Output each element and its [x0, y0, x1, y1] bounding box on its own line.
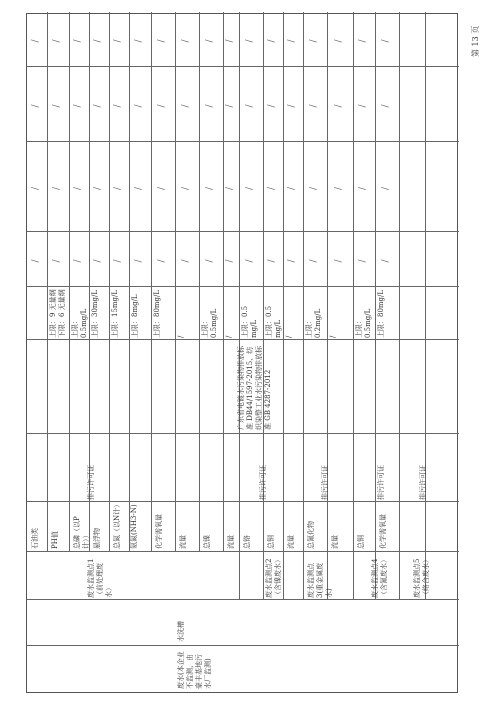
empty-mark: / — [73, 186, 83, 190]
empty-mark: / — [157, 186, 167, 190]
empty-mark: / — [381, 259, 391, 263]
monitoring-point-4: 废水监测点4（含氰废水） — [371, 556, 388, 598]
empty-mark: / — [31, 186, 41, 190]
pollutant-cell: 总铬 — [243, 535, 251, 549]
empty-mark: / — [309, 39, 319, 43]
grid-row-line — [129, 12, 130, 552]
empty-mark: / — [225, 39, 235, 43]
empty-mark: / — [245, 186, 255, 190]
empty-mark: / — [358, 186, 368, 190]
pollutant-cell: 流量 — [331, 535, 339, 549]
empty-mark: / — [31, 259, 41, 263]
empty-mark: / — [287, 104, 297, 108]
empty-mark: / — [245, 259, 255, 263]
empty-mark: / — [157, 259, 167, 263]
empty-mark: / — [113, 259, 123, 263]
pollutant-cell: 总氰化物 — [307, 521, 315, 549]
limit-cell: / — [329, 335, 337, 338]
empty-mark: / — [334, 39, 344, 43]
monitoring-point-1: 废水监测点1（前处理废水） — [87, 558, 113, 598]
pollutant-cell: 总铜 — [357, 535, 365, 549]
grid-column-line — [27, 433, 459, 434]
empty-mark: / — [309, 259, 319, 263]
empty-mark: / — [52, 259, 62, 263]
empty-mark: / — [93, 186, 103, 190]
empty-mark: / — [267, 186, 277, 190]
empty-mark: / — [181, 104, 191, 108]
empty-mark: / — [73, 39, 83, 43]
empty-mark: / — [93, 259, 103, 263]
empty-mark: / — [381, 39, 391, 43]
empty-mark: / — [381, 186, 391, 190]
limit-cell: / — [285, 335, 293, 338]
pollutant-cell: 氨氮(NH3-N) — [130, 504, 138, 549]
page-number: 第 13 页 — [471, 25, 480, 57]
empty-mark: / — [358, 104, 368, 108]
monitoring-point-2: 废水监测点2（含镍废水） — [265, 556, 282, 598]
empty-mark: / — [31, 39, 41, 43]
grid-row-line — [69, 12, 70, 552]
wastewater-source-cell: 废水(本企业不监测，由豪丰基地污水厂监测) — [177, 651, 212, 689]
pollutant-cell: 总磷（以P计）） — [73, 516, 90, 549]
limit-cell: 上限：30mg/L — [91, 289, 99, 338]
basis-cell-4: 排污许可证 — [377, 465, 385, 500]
limit-cell: 上限：0.5mg/L — [71, 308, 88, 338]
empty-mark: / — [205, 259, 215, 263]
monitoring-point-3: 废水监测点3(重金属废水) — [307, 562, 333, 598]
pollutant-cell: 总镍 — [203, 535, 211, 549]
empty-mark: / — [334, 104, 344, 108]
grid-row-line — [353, 12, 354, 600]
process-cell: 水洗槽 — [177, 621, 185, 642]
empty-mark: / — [113, 104, 123, 108]
empty-mark: / — [225, 104, 235, 108]
empty-mark: / — [52, 186, 62, 190]
limit-cell: 上限：0.5mg/L — [355, 308, 372, 338]
empty-mark: / — [52, 39, 62, 43]
grid-row-line — [375, 12, 376, 600]
pollutant-cell: 流量 — [287, 535, 295, 549]
basis-cell-5: 排污许可证 — [419, 465, 427, 500]
limit-cell: 上限：0.2mg/L — [305, 308, 322, 338]
pollutant-cell: 流量 — [179, 535, 187, 549]
pollutant-cell: 化学需氧量 — [379, 514, 387, 549]
grid-column-line — [27, 231, 459, 232]
limit-cell: / — [225, 335, 233, 338]
grid-row-line — [175, 12, 176, 552]
limit-cell: 上限：80mg/L — [153, 289, 161, 338]
empty-mark: / — [73, 259, 83, 263]
grid-row-line — [283, 12, 284, 600]
grid-column-line — [27, 645, 459, 646]
empty-mark: / — [134, 186, 144, 190]
grid-column-line — [27, 599, 459, 600]
empty-mark: / — [381, 104, 391, 108]
grid-row-line — [223, 12, 224, 552]
empty-mark: / — [225, 259, 235, 263]
empty-mark: / — [267, 39, 277, 43]
empty-mark: / — [157, 104, 167, 108]
grid-column-line — [27, 501, 459, 502]
pollutant-cell: 化学需氧量 — [155, 514, 163, 549]
empty-mark: / — [287, 186, 297, 190]
empty-mark: / — [181, 39, 191, 43]
empty-mark: / — [134, 104, 144, 108]
empty-mark: / — [267, 259, 277, 263]
empty-mark: / — [93, 39, 103, 43]
empty-mark: / — [31, 104, 41, 108]
empty-mark: / — [181, 259, 191, 263]
grid-row-line — [47, 12, 48, 552]
pollutant-cell: 石油类 — [31, 528, 39, 549]
grid-row-line — [303, 12, 304, 600]
empty-mark: / — [52, 104, 62, 108]
empty-mark: / — [287, 259, 297, 263]
grid-row-line — [151, 12, 152, 552]
grid-row-line — [327, 12, 328, 600]
limit-cell: 上限：80mg/L — [377, 289, 385, 338]
grid-row-line — [263, 12, 264, 600]
basis-cell-3: 排污许可证 — [321, 465, 329, 500]
empty-mark: / — [181, 186, 191, 190]
empty-mark: / — [134, 259, 144, 263]
pollutant-cell: 悬浮物 — [93, 528, 101, 549]
grid-row-line — [199, 12, 200, 552]
grid-column-line — [27, 141, 459, 142]
empty-mark: / — [205, 186, 215, 190]
empty-mark: / — [134, 39, 144, 43]
grid-column-line — [27, 66, 459, 67]
monitoring-point-5: 废水监测点5（络合废水） — [413, 556, 430, 598]
empty-mark: / — [309, 104, 319, 108]
limit-cell: 上限：9 无量纲 下限：6 无量纲 — [49, 289, 66, 338]
empty-mark: / — [245, 39, 255, 43]
basis-cell-1: 排污许可证 — [87, 465, 95, 500]
limit-cell: 上限：0.5mg/L — [201, 308, 218, 338]
grid-column-line — [27, 551, 459, 552]
empty-mark: / — [205, 39, 215, 43]
empty-mark: / — [267, 104, 277, 108]
pollutant-cell: 流量 — [227, 535, 235, 549]
empty-mark: / — [205, 104, 215, 108]
empty-mark: / — [358, 39, 368, 43]
empty-mark: / — [73, 104, 83, 108]
grid-row-line — [239, 12, 240, 600]
grid-column-line — [27, 339, 459, 340]
pollutant-cell: 总氮（以N计） — [113, 500, 121, 549]
limit-cell: 上限：0.5 mg/L — [265, 305, 282, 338]
grid-row-line — [425, 12, 426, 600]
empty-mark: / — [334, 259, 344, 263]
empty-mark: / — [309, 186, 319, 190]
empty-mark: / — [334, 186, 344, 190]
limit-cell: 上限：8mg/L — [131, 294, 139, 338]
limit-cell: 上限：0.5 mg/L — [241, 305, 258, 338]
empty-mark: / — [157, 39, 167, 43]
pollutant-cell: 总铜 — [267, 535, 275, 549]
grid-column-line — [27, 286, 459, 287]
grid-row-line — [399, 12, 400, 600]
empty-mark: / — [113, 39, 123, 43]
limit-cell: 上限：15mg/L — [111, 289, 119, 338]
empty-mark: / — [245, 104, 255, 108]
monitoring-table — [26, 13, 458, 693]
empty-mark: / — [93, 104, 103, 108]
basis-cell-2: 排污许可证 — [259, 465, 267, 500]
empty-mark: / — [358, 259, 368, 263]
limit-cell: / — [177, 335, 185, 338]
pollutant-cell: PH值 — [51, 531, 59, 549]
grid-row-line — [109, 12, 110, 552]
standard-cell: 广东省电镀水污染物排放标准 DB44/1597-2015、纺织染整工业水污染物排放标准 GB 4287-2012 — [237, 346, 272, 430]
empty-mark: / — [287, 39, 297, 43]
empty-mark: / — [113, 186, 123, 190]
empty-mark: / — [225, 186, 235, 190]
